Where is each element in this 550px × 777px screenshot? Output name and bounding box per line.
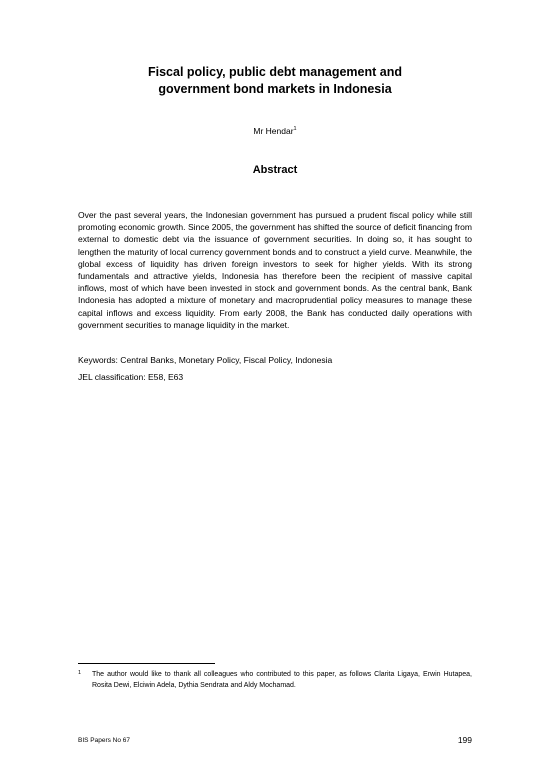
author-line: [0, 126, 550, 137]
title-line-2: government bond markets in Indonesia: [158, 82, 392, 96]
footer-page-number: 199: [457, 735, 472, 745]
keywords-line: Keywords: Central Banks, Monetary Policy, Fiscal Policy, Indonesia: [78, 355, 333, 365]
title-line-1: Fiscal policy, public debt management and: [148, 65, 402, 79]
author-name: Mr Hendar: [253, 126, 294, 136]
footnote-mark: 1: [78, 670, 82, 676]
footnote: [78, 670, 472, 691]
jel-classification: JEL classification: E58, E63: [78, 372, 184, 382]
footer-series: BIS Papers No 67: [78, 737, 131, 744]
footnote-divider: [78, 663, 215, 664]
footnote-text: The author would like to thank all colleagues who contributed to this paper, as follows Clarita Ligaya, Erwin Hutapea, Rosita Dewi, Elciwin Adela, Dythia Sendrata and Aldy Mochamad.: [92, 671, 472, 689]
abstract-heading: Abstract: [252, 164, 298, 176]
author-footnote-mark: 1: [293, 126, 297, 132]
abstract-text: Over the past several years, the Indonesian government has pursued a prudent fiscal policy while still promoting economic growth. Since 2005, the government has shifted the source of deficit financing from external to domestic debt via the issuance of government securities. In doing so, it has sought to lengthen the maturity of local currency government bonds and to construct a yield curve. Meanwhile, the global excess of liquidity has driven foreign investors to seek for higher yields. With its strong fundamentals and attractive yields, Indonesia has therefore been the recipient of massive capital inflows, most of which have been invested in stock and government bonds. As the central bank, Bank Indonesia has adopted a mixture of monetary and macroprudential policy measures to manage these capital inflows and excess liquidity. From early 2008, the Bank has conducted daily operations with government securities to manage liquidity in the market.: [78, 210, 472, 330]
paper-title: [60, 64, 490, 98]
